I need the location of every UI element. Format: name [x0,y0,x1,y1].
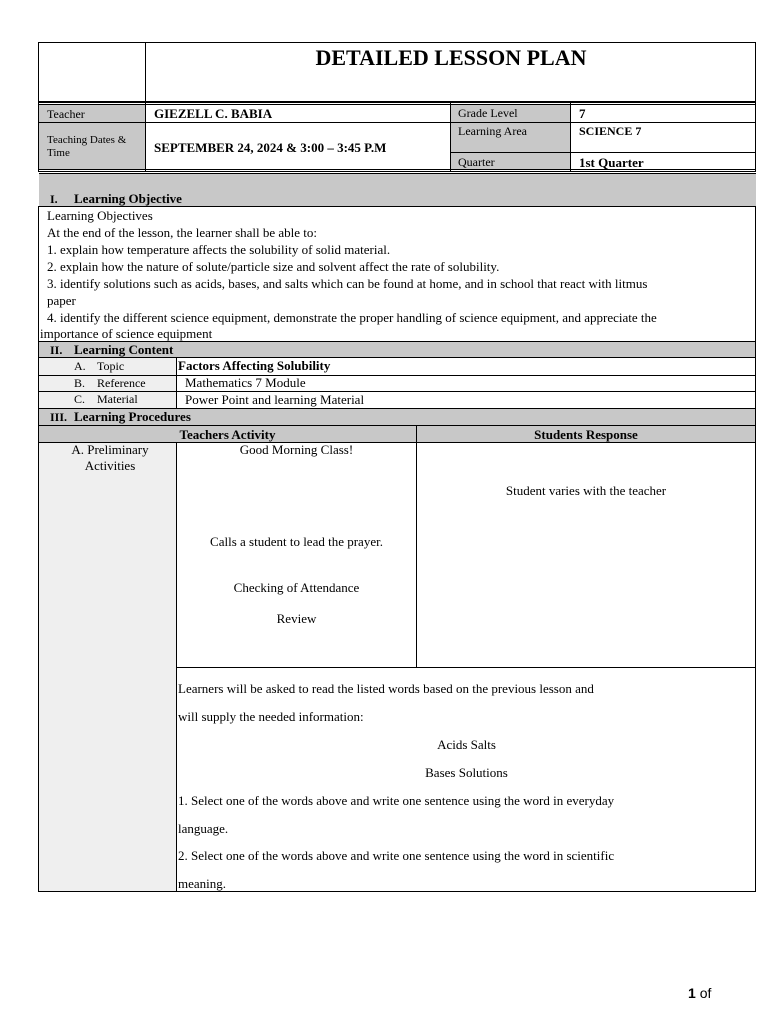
content-row-letter: B. [74,376,86,390]
teacher-greeting: Good Morning Class! [239,442,354,457]
content-row-label: Topic [97,359,125,373]
procedures-numeral: III. [50,410,68,424]
page-number-of: of [699,985,712,1001]
preliminary-letter: A. [71,442,84,457]
teachers-activity-header: Teachers Activity [179,427,276,442]
review-line: language. [178,821,229,836]
objective-line: 3. identify solutions such as acids, bases, and salts which can be found at home, and in school that react with litmus [47,276,648,291]
review-line: 2. Select one of the words above and write one sentence using the word in scientific [178,848,615,863]
content-row-letter: C. [74,392,86,406]
reference-value: Mathematics 7 Module [185,375,306,390]
review-line: Learners will be asked to read the listed words based on the previous lesson and [178,681,594,696]
review-line: will supply the needed information: [178,709,364,724]
objective-line: paper [47,293,76,308]
teacher-label: Teacher [47,107,85,121]
quarter-label: Quarter [458,155,495,169]
procedures-heading: Learning Procedures [74,409,191,424]
page-number [688,985,711,1001]
teacher-review: Review [276,611,317,626]
preliminary-label: Preliminary Activities [84,442,149,473]
content-numeral: II. [50,343,63,357]
objective-heading: Learning Objective [74,191,182,206]
teacher-name: GIEZELL C. BABIA [154,106,273,121]
students-response-header: Students Response [534,427,638,442]
review-words: Bases Solutions [425,765,508,780]
grade-level-value: 7 [579,106,586,121]
quarter-value: 1st Quarter [579,155,644,170]
learning-area-value: SCIENCE 7 [579,124,642,138]
learning-area-label: Learning Area [458,124,527,138]
review-line: meaning. [178,876,227,891]
content-row-letter: A. [74,359,86,373]
teacher-prayer: Calls a student to lead the prayer. [210,534,383,549]
objective-line: 1. explain how temperature affects the solubility of solid material. [47,242,391,257]
objective-line: 4. identify the different science equipment, demonstrate the proper handling of science equipment, and appreciate the [47,310,657,325]
page-number-value: 1 [688,985,696,1001]
objective-line: importance of science equipment [40,326,213,341]
material-value: Power Point and learning Material [185,392,365,407]
content-row-label: Reference [97,376,146,390]
objective-line: Learning Objectives [47,208,153,223]
review-line: 1. Select one of the words above and write one sentence using the word in everyday [178,793,615,808]
page-title: DETAILED LESSON PLAN [315,45,587,70]
teaching-dates-label: Teaching Dates & Time [47,134,127,159]
review-words: Acids Salts [437,737,496,752]
teacher-attendance: Checking of Attendance [233,580,360,595]
objective-line: 2. explain how the nature of solute/particle size and solvent affect the rate of solubility. [47,259,500,274]
student-response: Student varies with the teacher [505,483,667,498]
teaching-dates-value: SEPTEMBER 24, 2024 & 3:00 – 3:45 P.M [154,140,387,155]
preliminary-activities-label [55,442,165,474]
objective-line: At the end of the lesson, the learner shall be able to: [47,225,318,240]
topic-value: Factors Affecting Solubility [178,358,331,373]
content-row-label: Material [97,392,138,406]
grade-level-label: Grade Level [458,106,518,120]
content-heading: Learning Content [74,342,174,357]
objective-numeral: I. [50,192,58,206]
